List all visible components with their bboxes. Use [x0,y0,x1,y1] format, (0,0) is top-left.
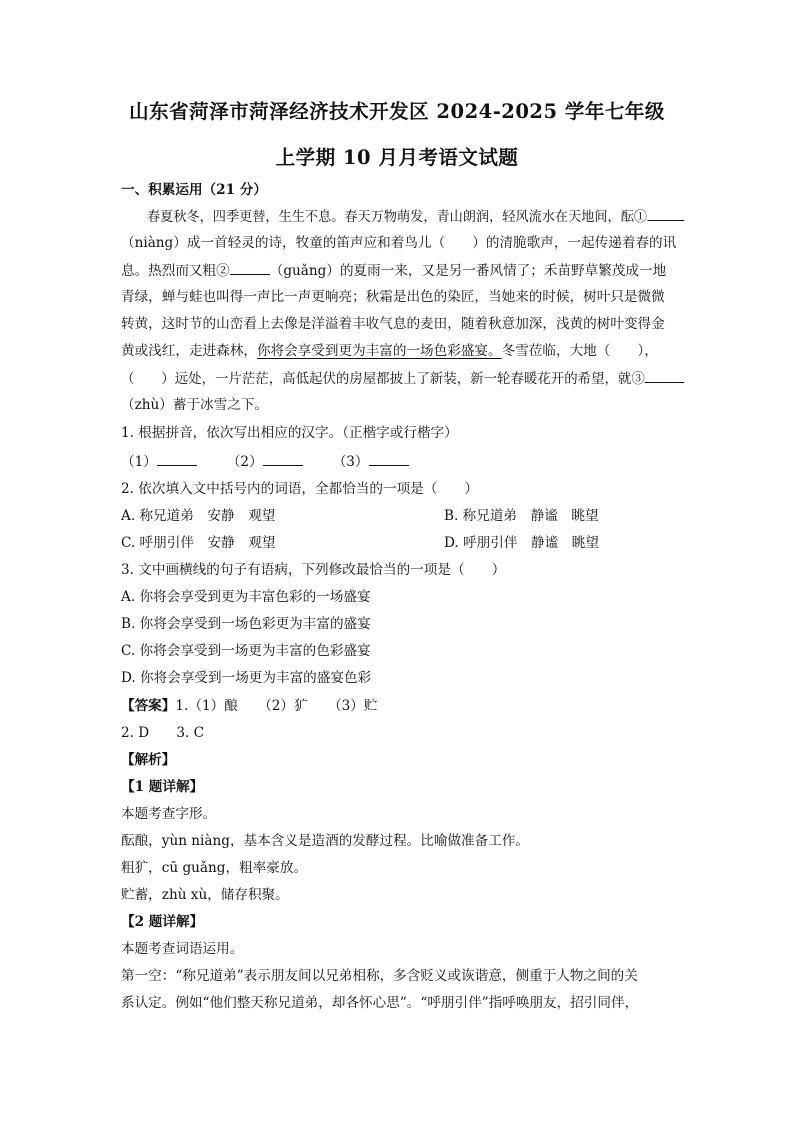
passage-text: （ ）远处，一片茫茫，高低起伏的房屋都披上了新装，新一轮春暖花开的希望，就③ [121,371,645,387]
answer-line-2: 2. D 3. C [121,725,205,741]
blank-label-2: （2） [226,454,263,470]
answer-line-1 [121,697,377,715]
blank-1 [647,207,684,221]
passage-line-4: 青绿，蝉与蛙也叫得一声比一声更响亮；秋霜是出色的染匠，当她来的时候，树叶只是微微 [121,289,665,305]
blank-label-3: （3） [332,454,369,470]
question-2-option-c: C. 呼朋引伴 安静 观望 [121,535,276,551]
question-3-option-c: C. 你将会享受到一场更为丰富的色彩盛宴 [121,643,371,659]
question-1-stem: 1. 根据拼音，依次写出相应的汉字。（正楷字或行楷字） [121,425,458,441]
answer-blank-1 [157,452,197,466]
blank-label-1: （1） [121,454,157,470]
question-3-stem: 3. 文中画横线的句子有语病，下列修改最恰当的一项是（ ） [121,562,506,578]
detail-1-line-1: 酝酿，yùn niàng，基本含义是造酒的发酵过程。比喻做准备工作。 [121,833,530,849]
question-3-option-b: B. 你将会享受到一场色彩更为丰富的盛宴 [121,616,371,632]
detail-1-line-3: 贮蓄，zhù xù，储存积聚。 [121,887,289,903]
blank-2 [230,261,270,275]
answer-text: 1.（1）酿 （2）犷 （3）贮 [175,698,378,714]
title-line-1: 山东省菏泽市菏泽经济技术开发区 2024-2025 学年七年级 [129,100,665,123]
underlined-sentence: 你将会享受到更为丰富的一场色彩盛宴。 [256,343,502,359]
question-2-option-d: D. 呼朋引伴 静谧 眺望 [444,535,599,551]
detail-1-intro: 本题考查字形。 [121,806,217,822]
blank-3 [645,369,685,383]
detail-1-label: 【1 题详解】 [121,779,204,795]
detail-2-label: 【2 题详解】 [121,914,204,930]
question-2-stem: 2. 依次填入文中括号内的词语，全都恰当的一项是（ ） [121,481,479,497]
passage-text: 黄或浅红，走进森林， [121,343,257,359]
detail-2-intro: 本题考查词语运用。 [121,941,244,957]
passage-line-1 [147,207,684,226]
passage-text: 春夏秋冬，四季更替，生生不息。春天万物萌发，青山朗润，轻风流水在天地间，酝① [147,209,648,225]
passage-text: （guǎng）的夏雨一来，又是另一番风情了；禾苗野草繁茂成一地 [269,263,667,279]
passage-line-6 [121,342,658,360]
passage-text: 息。热烈而又粗② [121,263,230,279]
answer-blank-3 [369,452,409,466]
section-heading: 一、积累运用（21 分） [121,182,267,198]
passage-line-5: 转黄，这时节的山峦看上去像是洋溢着丰收气息的麦田，随着秋意加深，浅黄的树叶变得金 [121,316,665,332]
question-3-option-a: A. 你将会享受到更为丰富色彩的一场盛宴 [121,589,371,605]
answer-label: 【答案】 [121,698,176,714]
passage-line-2: （niàng）成一首轻灵的诗，牧童的笛声应和着鸟儿（ ）的清脆歌声，一起传递着春的讯 [121,235,677,251]
question-1-blanks [121,452,409,471]
answer-blank-2 [263,452,303,466]
passage-line-3 [121,261,666,280]
detail-2-line-2: 系认定。例如“他们整天称兄道弟，却各怀心思”。“呼朋引伴”指呼唤朋友，招引同伴， [121,995,639,1011]
passage-line-8: （zhù）蓄于冰雪之下。 [121,397,269,413]
passage-text: 冬雪莅临，大地（ ）， [501,343,658,359]
analysis-label: 【解析】 [121,752,176,768]
detail-2-line-1: 第一空：“称兄道弟”表示朋友间以兄弟相称，多含贬义或诙谐意，侧重于人物之间的关 [121,968,638,984]
title-line-2: 上学期 10 月月考语文试题 [275,146,519,169]
question-2-option-b: B. 称兄道弟 静谧 眺望 [444,508,599,524]
question-2-option-a: A. 称兄道弟 安静 观望 [121,508,276,524]
passage-line-7 [121,369,684,388]
question-3-option-d: D. 你将会享受到一场更为丰富的盛宴色彩 [121,670,372,686]
detail-1-line-2: 粗犷，cū guǎng，粗率豪放。 [121,860,308,876]
